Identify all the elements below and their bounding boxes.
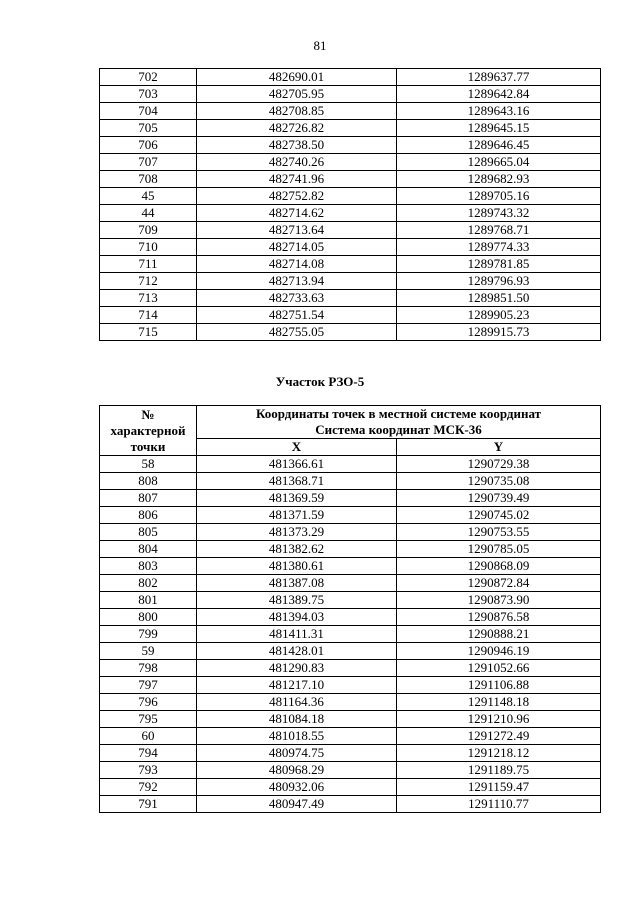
point-number-cell: 800 — [100, 609, 197, 626]
y-coordinate-cell: 1291272.49 — [397, 728, 601, 745]
point-number-cell: 793 — [100, 762, 197, 779]
table-row — [100, 575, 601, 592]
table-row — [100, 507, 601, 524]
x-coordinate-cell: 482752.82 — [197, 188, 397, 205]
y-coordinate-cell: 1290888.21 — [397, 626, 601, 643]
x-coordinate-cell: 482708.85 — [197, 103, 397, 120]
y-coordinate-cell: 1291189.75 — [397, 762, 601, 779]
x-coordinate-cell: 481368.71 — [197, 473, 397, 490]
table-row — [100, 490, 601, 507]
section-title: Участок РЗО-5 — [275, 374, 365, 389]
y-coordinate-cell: 1291148.18 — [397, 694, 601, 711]
y-coordinate-cell: 1289781.85 — [397, 256, 601, 273]
y-coordinate-cell: 1289743.32 — [397, 205, 601, 222]
x-coordinate-cell: 480947.49 — [197, 796, 397, 813]
x-coordinate-cell: 481369.59 — [197, 490, 397, 507]
table-row — [100, 103, 601, 120]
table-body — [100, 69, 601, 341]
y-coordinate-cell: 1290735.08 — [397, 473, 601, 490]
y-coordinate-cell: 1289637.77 — [397, 69, 601, 86]
table-row — [100, 745, 601, 762]
x-coordinate-cell: 481380.61 — [197, 558, 397, 575]
x-coordinate-cell: 481387.08 — [197, 575, 397, 592]
x-coordinate-cell: 482714.08 — [197, 256, 397, 273]
y-coordinate-cell: 1291159.47 — [397, 779, 601, 796]
x-coordinate-cell: 481428.01 — [197, 643, 397, 660]
point-number-cell: 704 — [100, 103, 197, 120]
point-number-cell: 801 — [100, 592, 197, 609]
table-row — [100, 762, 601, 779]
table-row — [100, 643, 601, 660]
x-coordinate-cell: 480974.75 — [197, 745, 397, 762]
table-row — [100, 307, 601, 324]
table-row — [100, 86, 601, 103]
y-coordinate-cell: 1290946.19 — [397, 643, 601, 660]
x-coordinate-cell: 480968.29 — [197, 762, 397, 779]
table-header — [100, 406, 601, 456]
point-number-cell: 798 — [100, 660, 197, 677]
x-coordinate-cell: 481389.75 — [197, 592, 397, 609]
point-number-cell: 792 — [100, 779, 197, 796]
coordinates-header-line-1: Координаты точек в местной системе координат — [255, 406, 542, 421]
x-coordinate-cell: 481371.59 — [197, 507, 397, 524]
x-coordinate-cell: 482741.96 — [197, 171, 397, 188]
y-coordinate-cell: 1289645.15 — [397, 120, 601, 137]
page-number: 81 — [313, 38, 327, 53]
point-number-cell: 795 — [100, 711, 197, 728]
y-coordinate-cell: 1289851.50 — [397, 290, 601, 307]
table-row — [100, 796, 601, 813]
x-coordinate-cell: 482713.64 — [197, 222, 397, 239]
x-coordinate-cell: 481366.61 — [197, 456, 397, 473]
y-coordinate-cell: 1290872.84 — [397, 575, 601, 592]
x-coordinate-cell: 481411.31 — [197, 626, 397, 643]
x-coordinate-cell: 482738.50 — [197, 137, 397, 154]
table-row — [100, 609, 601, 626]
point-number-cell: 806 — [100, 507, 197, 524]
table-row — [100, 694, 601, 711]
table-row — [100, 290, 601, 307]
point-number-header — [100, 406, 197, 456]
y-coordinate-cell: 1289642.84 — [397, 86, 601, 103]
point-number-cell: 60 — [100, 728, 197, 745]
x-coordinate-cell: 482726.82 — [197, 120, 397, 137]
y-coordinate-cell: 1291218.12 — [397, 745, 601, 762]
x-coordinate-cell: 482740.26 — [197, 154, 397, 171]
y-coordinate-cell: 1291110.77 — [397, 796, 601, 813]
y-coordinate-cell: 1291106.88 — [397, 677, 601, 694]
coordinates-header-line-2: Система координат МСК-36 — [315, 422, 482, 437]
x-coordinate-cell: 482690.01 — [197, 69, 397, 86]
table-row — [100, 728, 601, 745]
coordinates-header — [197, 406, 601, 439]
point-number-cell: 713 — [100, 290, 197, 307]
table-row — [100, 120, 601, 137]
y-coordinate-cell: 1289682.93 — [397, 171, 601, 188]
x-coordinate-cell: 481164.36 — [197, 694, 397, 711]
point-number-cell: 799 — [100, 626, 197, 643]
point-number-header-line-2: характерной — [110, 422, 186, 438]
y-coordinate-cell: 1289646.45 — [397, 137, 601, 154]
point-number-cell: 705 — [100, 120, 197, 137]
y-coordinate-cell: 1289665.04 — [397, 154, 601, 171]
x-coordinate-cell: 482714.62 — [197, 205, 397, 222]
table-row — [100, 456, 601, 473]
coordinates-table-continued — [99, 68, 601, 341]
table-row — [100, 205, 601, 222]
y-coordinate-cell: 1290745.02 — [397, 507, 601, 524]
x-coordinate-cell: 482713.94 — [197, 273, 397, 290]
y-coordinate-cell: 1291210.96 — [397, 711, 601, 728]
x-coordinate-cell: 482714.05 — [197, 239, 397, 256]
y-coordinate-cell: 1289915.73 — [397, 324, 601, 341]
point-number-cell: 45 — [100, 188, 197, 205]
x-coordinate-cell: 481018.55 — [197, 728, 397, 745]
table-row — [100, 222, 601, 239]
table-row — [100, 273, 601, 290]
y-coordinate-cell: 1289905.23 — [397, 307, 601, 324]
y-coordinate-cell: 1290753.55 — [397, 524, 601, 541]
coordinates-table-rzo-5 — [99, 405, 601, 813]
point-number-cell: 58 — [100, 456, 197, 473]
point-number-cell: 708 — [100, 171, 197, 188]
point-number-cell: 44 — [100, 205, 197, 222]
y-coordinate-cell: 1290729.38 — [397, 456, 601, 473]
x-coordinate-cell: 481394.03 — [197, 609, 397, 626]
point-number-cell: 714 — [100, 307, 197, 324]
point-number-cell: 805 — [100, 524, 197, 541]
point-number-cell: 807 — [100, 490, 197, 507]
point-number-cell: 804 — [100, 541, 197, 558]
point-number-cell: 796 — [100, 694, 197, 711]
x-coordinate-cell: 481373.29 — [197, 524, 397, 541]
x-coordinate-cell: 481217.10 — [197, 677, 397, 694]
point-number-cell: 710 — [100, 239, 197, 256]
y-coordinate-cell: 1289796.93 — [397, 273, 601, 290]
y-coordinate-cell: 1289643.16 — [397, 103, 601, 120]
y-coordinate-cell: 1289705.16 — [397, 188, 601, 205]
point-number-header-line-1: № — [141, 406, 155, 422]
y-coordinate-cell: 1290739.49 — [397, 490, 601, 507]
y-coordinate-cell: 1291052.66 — [397, 660, 601, 677]
x-coordinate-cell: 481084.18 — [197, 711, 397, 728]
x-coordinate-cell: 482751.54 — [197, 307, 397, 324]
table-body — [100, 456, 601, 813]
table-row — [100, 473, 601, 490]
y-coordinate-cell: 1290876.58 — [397, 609, 601, 626]
y-coordinate-cell: 1289774.33 — [397, 239, 601, 256]
point-number-cell: 797 — [100, 677, 197, 694]
table-row — [100, 137, 601, 154]
point-number-cell: 802 — [100, 575, 197, 592]
x-column-header: X — [197, 439, 397, 456]
point-number-cell: 712 — [100, 273, 197, 290]
point-number-cell: 702 — [100, 69, 197, 86]
table-row — [100, 69, 601, 86]
table-row — [100, 677, 601, 694]
point-number-cell: 803 — [100, 558, 197, 575]
table-row — [100, 324, 601, 341]
table-row — [100, 660, 601, 677]
point-number-header-line-3: точки — [130, 438, 166, 454]
point-number-cell: 711 — [100, 256, 197, 273]
point-number-cell: 59 — [100, 643, 197, 660]
table-row — [100, 711, 601, 728]
point-number-cell: 709 — [100, 222, 197, 239]
y-coordinate-cell: 1289768.71 — [397, 222, 601, 239]
point-number-cell: 707 — [100, 154, 197, 171]
x-coordinate-cell: 480932.06 — [197, 779, 397, 796]
x-coordinate-cell: 481290.83 — [197, 660, 397, 677]
point-number-cell: 703 — [100, 86, 197, 103]
point-number-cell: 706 — [100, 137, 197, 154]
table-row — [100, 171, 601, 188]
point-number-cell: 715 — [100, 324, 197, 341]
table-row — [100, 188, 601, 205]
x-coordinate-cell: 482705.95 — [197, 86, 397, 103]
x-coordinate-cell: 482755.05 — [197, 324, 397, 341]
table-row — [100, 256, 601, 273]
point-number-cell: 794 — [100, 745, 197, 762]
table-row — [100, 558, 601, 575]
y-coordinate-cell: 1290868.09 — [397, 558, 601, 575]
y-coordinate-cell: 1290785.05 — [397, 541, 601, 558]
y-coordinate-cell: 1290873.90 — [397, 592, 601, 609]
y-column-header: Y — [397, 439, 601, 456]
table-row — [100, 779, 601, 796]
point-number-cell: 808 — [100, 473, 197, 490]
table-row — [100, 524, 601, 541]
table-row — [100, 154, 601, 171]
table-row — [100, 239, 601, 256]
table-row — [100, 541, 601, 558]
x-coordinate-cell: 481382.62 — [197, 541, 397, 558]
point-number-cell: 791 — [100, 796, 197, 813]
x-coordinate-cell: 482733.63 — [197, 290, 397, 307]
table-row — [100, 592, 601, 609]
table-row — [100, 626, 601, 643]
